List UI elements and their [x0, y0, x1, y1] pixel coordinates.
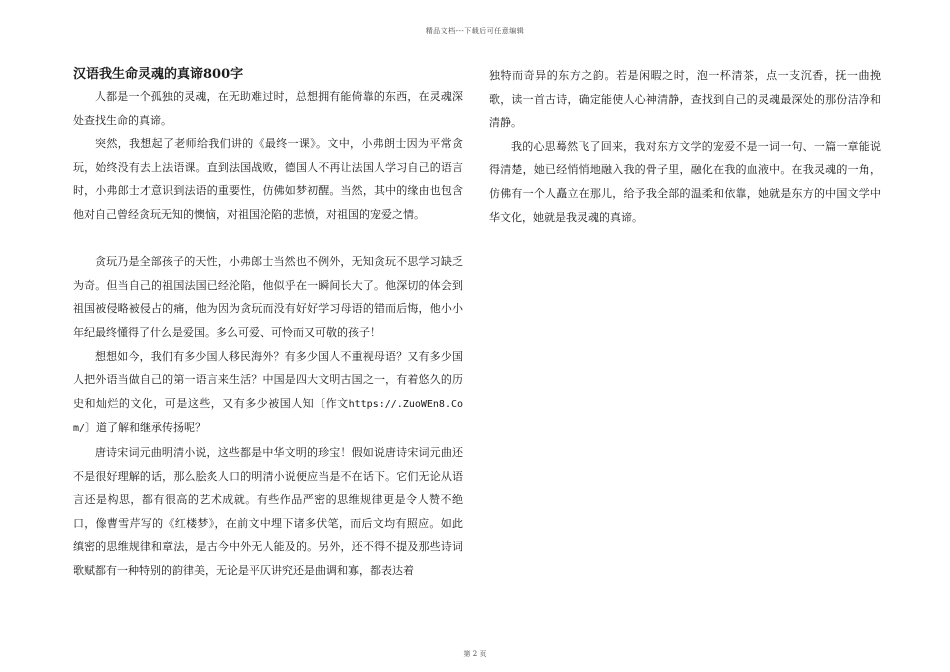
- paragraph-4: [73, 345, 463, 441]
- paragraph-4-text: 想想如今，我们有多少国人移民海外？有多少国人不重视母语？又有多少国人把外语当做自己的第一语言来生活？中国是四大文明古国之一，有着悠久的历史和灿烂的文化，可是这些，又有多少被国人知〔作文: [73, 349, 463, 410]
- paragraph-gap: [73, 227, 463, 251]
- essay-site-url: https://.ZuoWEn8.Com/: [73, 398, 463, 435]
- paragraph-6-continued: 独特而奇异的东方之韵。若是闲暇之时，泡一杯清茶，点一支沉香，抚一曲挽歌，读一首古诗，确定能使人心神清静，查找到自己的灵魂最深处的那份洁净和清静。: [489, 69, 881, 130]
- paragraph-1: 人都是一个孤独的灵魂，在无助难过时，总想拥有能倚靠的东西，在灵魂深处查找生命的真谛。: [73, 90, 463, 127]
- paragraph-5: 唐诗宋词元曲明清小说，这些都是中华文明的珍宝！假如说唐诗宋词元曲还不是很好理解的话，那么脍炙人口的明清小说便应当是不在话下。它们无论从语言还是构思，都有很高的艺术成就。有些作品严密的思维规律更是令人赞不绝口，像曹雪芹写的《红楼梦》，在前文中埋下诸多伏笔，而后文均有照应。如此缜密的思维规律和章法，是古今中外无人能及的。另外，还不得不提及那些诗词歌赋都有一种特别的韵律美，无论是平仄讲究还是曲调和寡，都表达着: [73, 445, 463, 577]
- article-title: 汉语我生命灵魂的真谛800字: [73, 67, 244, 82]
- left-column: [73, 64, 463, 582]
- paragraph-3: 贪玩乃是全部孩子的天性，小弗郎士当然也不例外，无知贪玩不思学习缺乏为奇。但当自己的祖国法国已经沦陷，他似乎在一瞬间长大了。他深切的体会到祖国被侵略被侵占的痛，他为因为贪玩而没有好好学习母语的错而后悔，他小小年纪最终懂得了什么是爱国。多么可爱、可怜而又可敬的孩子！: [73, 255, 463, 339]
- paragraph-2: 突然，我想起了老师给我们讲的《最终一课》。文中，小弗朗士因为平常贪玩，始终没有去上法语课。直到法国战败，德国人不再让法国人学习自己的语言时，小弗郎士才意识到法语的重要性，仿佛如梦初醒。当然，其中的缘由也包含他对自己曾经贪玩无知的懊恼，对祖国沦陷的悲愤，对祖国的宠爱之情。: [73, 137, 463, 221]
- right-column: [489, 64, 881, 229]
- paragraph-4-tail: 〕道了解和继承传扬呢？: [85, 421, 207, 435]
- page-header: 精品文档---下载后可任意编辑: [425, 27, 525, 35]
- paragraph-7: 我的心思蓦然飞了回来，我对东方文学的宠爱不是一词一句、一篇一章能说得清楚，她已经悄悄地融入我的骨子里，融化在我的血液中。在我灵魂的一角，仿佛有一个人矗立在那儿，给予我全部的温柔和依靠，她就是东方的中国文学中华文化，她就是我灵魂的真谛。: [489, 139, 881, 224]
- page-number: 第 2 页: [463, 650, 487, 658]
